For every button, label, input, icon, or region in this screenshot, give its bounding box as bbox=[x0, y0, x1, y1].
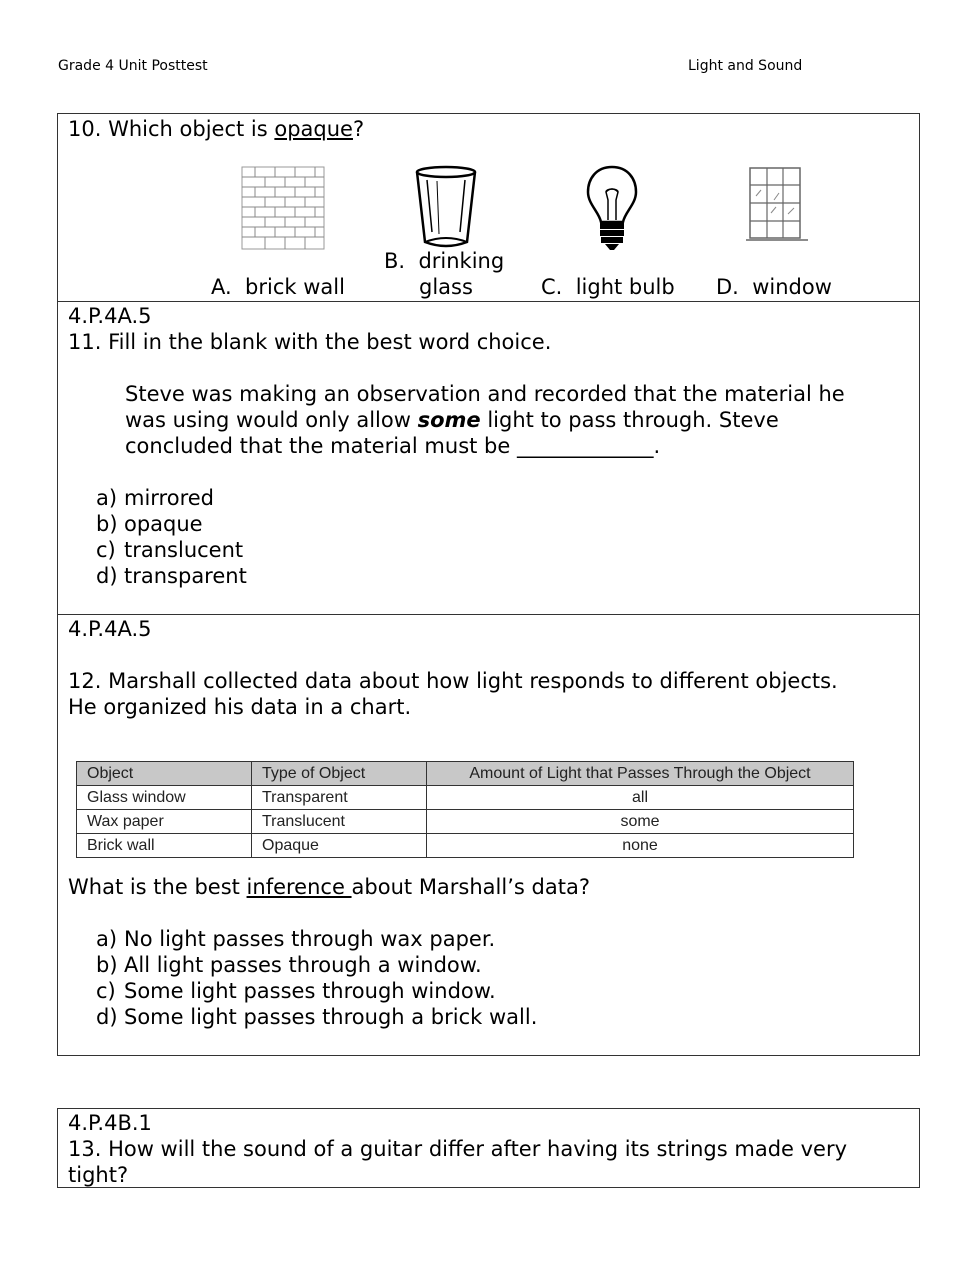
data-chart-table bbox=[76, 761, 854, 858]
choice-c: C. light bulb bbox=[541, 275, 675, 299]
passage-line-1: Steve was making an observation and recorded that the material he bbox=[125, 382, 845, 406]
table-cell: Wax paper bbox=[77, 810, 252, 834]
light-bulb-icon bbox=[584, 164, 640, 252]
option-b: b) opaque bbox=[96, 512, 203, 536]
question-12-line-2: He organized his data in a chart. bbox=[68, 695, 412, 719]
question-10-text: 10. Which object is opaque? bbox=[68, 117, 365, 141]
header-left: Grade 4 Unit Posttest bbox=[58, 58, 208, 74]
question-11 bbox=[58, 302, 919, 615]
window-icon bbox=[746, 166, 810, 244]
choice-d: D. window bbox=[716, 275, 832, 299]
table-cell: Transparent bbox=[252, 786, 427, 810]
questions-table-1 bbox=[57, 113, 920, 1056]
drinking-glass-icon bbox=[413, 164, 479, 250]
question-13 bbox=[58, 1109, 919, 1187]
question-10 bbox=[58, 114, 919, 302]
standard-code: 4.P.4B.1 bbox=[68, 1111, 152, 1135]
question-11-text: 11. Fill in the blank with the best word choice. bbox=[68, 330, 552, 354]
brick-wall-icon bbox=[241, 166, 325, 250]
passage-line-3: concluded that the material must be _____________. bbox=[125, 434, 661, 458]
option-d: d) transparent bbox=[96, 564, 247, 588]
column-header: Amount of Light that Passes Through the Object bbox=[427, 762, 854, 786]
table-header-row bbox=[77, 762, 854, 786]
table-row bbox=[77, 786, 854, 810]
choice-a: A. brick wall bbox=[211, 275, 345, 299]
option-a: a) No light passes through wax paper. bbox=[96, 927, 496, 951]
question-12 bbox=[58, 615, 919, 1055]
table-cell: some bbox=[427, 810, 854, 834]
option-c: c) translucent bbox=[96, 538, 244, 562]
question-12-line-1: 12. Marshall collected data about how light responds to different objects. bbox=[68, 669, 838, 693]
keyword-opaque: opaque bbox=[274, 117, 353, 141]
table-cell: Glass window bbox=[77, 786, 252, 810]
table-cell: all bbox=[427, 786, 854, 810]
choice-b-line2: glass bbox=[419, 275, 473, 299]
table-row bbox=[77, 810, 854, 834]
choice-b: B. drinking bbox=[384, 249, 505, 273]
table-cell: Translucent bbox=[252, 810, 427, 834]
table-cell: none bbox=[427, 834, 854, 858]
table-cell: Brick wall bbox=[77, 834, 252, 858]
question-13-line-2: tight? bbox=[68, 1163, 129, 1187]
question-13-line-1: 13. How will the sound of a guitar differ after having its strings made very bbox=[68, 1137, 848, 1161]
passage-line-2: was using would only allow some light to pass through. Steve bbox=[125, 408, 779, 432]
standard-code: 4.P.4A.5 bbox=[68, 617, 152, 641]
option-a: a) mirrored bbox=[96, 486, 214, 510]
questions-table-2 bbox=[57, 1108, 920, 1188]
standard-code: 4.P.4A.5 bbox=[68, 304, 152, 328]
option-d: d) Some light passes through a brick wall. bbox=[96, 1005, 538, 1029]
question-12-prompt: What is the best inference about Marshall’s data? bbox=[68, 875, 590, 899]
table-row bbox=[77, 834, 854, 858]
option-b: b) All light passes through a window. bbox=[96, 953, 482, 977]
option-c: c) Some light passes through window. bbox=[96, 979, 496, 1003]
keyword-inference: inference bbox=[246, 875, 352, 899]
header-right: Light and Sound bbox=[688, 58, 803, 74]
column-header: Type of Object bbox=[252, 762, 427, 786]
table-cell: Opaque bbox=[252, 834, 427, 858]
column-header: Object bbox=[77, 762, 252, 786]
